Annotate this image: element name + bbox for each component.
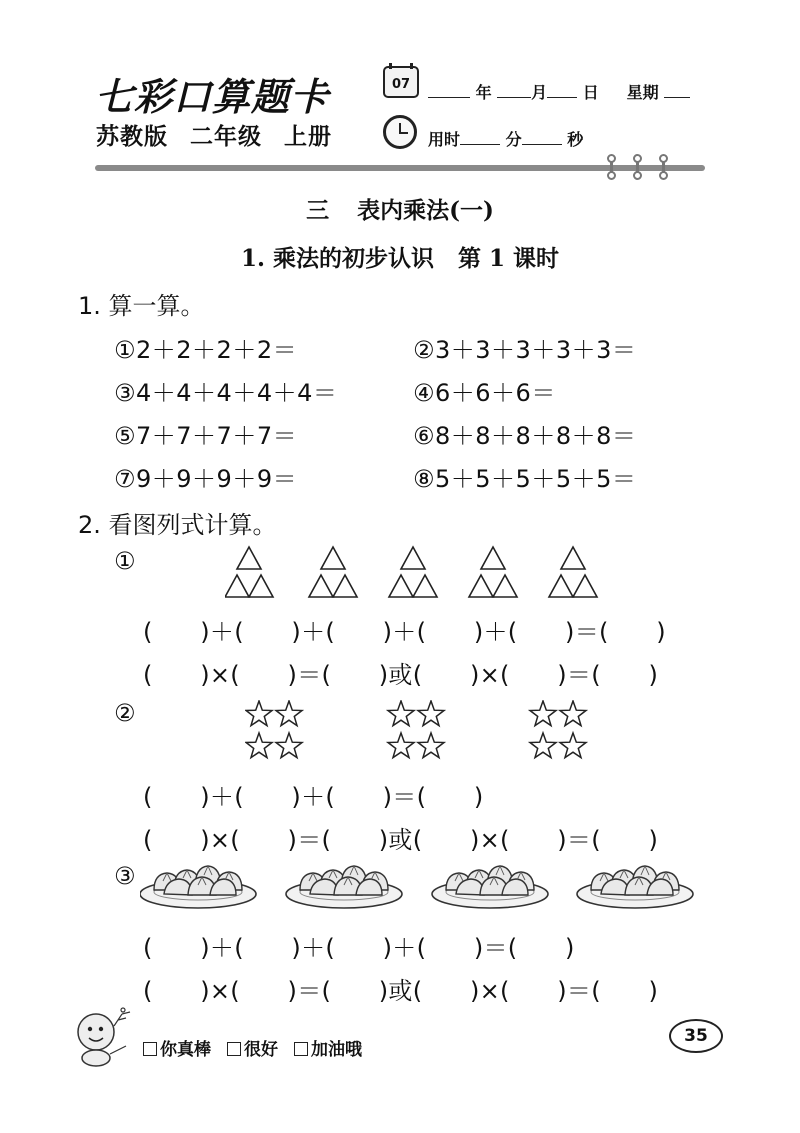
year-label: 年 <box>475 83 492 102</box>
item-marker: ③ <box>114 379 137 407</box>
date-fill-line <box>428 80 690 103</box>
multiplication-answer-line[interactable]: ( )×( )＝( )或( )×( )＝( ) <box>143 826 659 854</box>
volume: 上册 <box>284 124 332 150</box>
header-divider <box>95 165 705 171</box>
triangle-icon <box>389 575 413 597</box>
chapter-name: 表内乘法(一) <box>357 197 494 224</box>
exercise-item <box>114 330 297 365</box>
exercise-item <box>114 459 297 494</box>
grade: 二年级 <box>190 124 262 150</box>
star-icon <box>246 733 272 758</box>
star-icon <box>560 733 586 758</box>
star-icon <box>388 701 414 726</box>
exercise-expression: 5＋5＋5＋5＋5＝ <box>435 465 637 493</box>
publisher: 苏教版 <box>96 124 168 150</box>
item-marker: ④ <box>413 379 436 407</box>
star-group <box>246 701 302 758</box>
triangle-icon <box>249 575 273 597</box>
star-icon <box>246 701 272 726</box>
star-icon <box>560 701 586 726</box>
triangle-icon <box>225 575 249 597</box>
chapter-number: 三 <box>306 197 330 224</box>
star-icon <box>418 701 444 726</box>
page-number: 35 <box>669 1019 723 1053</box>
lesson-title <box>0 240 800 273</box>
checkbox-icon[interactable] <box>227 1042 241 1056</box>
item-marker: ⑤ <box>114 422 137 450</box>
addition-answer-line[interactable]: ( )＋( )＋( )＋( )＝( ) <box>143 934 575 962</box>
triangle-icon <box>321 547 345 569</box>
eval-label: 加油哦 <box>311 1040 362 1060</box>
dumpling-plate-icon <box>432 866 548 908</box>
exercise-expression: 8＋8＋8＋8＋8＝ <box>435 422 637 450</box>
triangle-group <box>389 547 437 597</box>
binder-pin-icon <box>610 156 613 178</box>
exercise-item <box>413 416 636 451</box>
day-label: 日 <box>582 83 599 102</box>
star-icon <box>530 733 556 758</box>
day-blank[interactable] <box>547 83 577 98</box>
triangle-icon <box>469 575 493 597</box>
exercise-expression: 6＋6＋6＝ <box>435 379 556 407</box>
star-groups-picture <box>245 700 595 762</box>
star-group <box>530 701 586 758</box>
triangle-icon <box>333 575 357 597</box>
binder-pin-icon <box>662 156 665 178</box>
checkbox-icon[interactable] <box>143 1042 157 1056</box>
month-label: 月 <box>531 83 548 102</box>
seconds-label: 秒 <box>567 130 584 149</box>
item-marker: ⑦ <box>114 465 137 493</box>
item-marker: ⑧ <box>413 465 436 493</box>
multiplication-answer-line[interactable]: ( )×( )＝( )或( )×( )＝( ) <box>143 977 659 1005</box>
brand-title: 七彩口算题卡 <box>95 74 330 119</box>
triangle-icon <box>309 575 333 597</box>
exercise-item <box>114 416 297 451</box>
triangle-group <box>469 547 517 597</box>
star-icon <box>276 701 302 726</box>
eval-option-great[interactable] <box>143 1040 211 1060</box>
eval-label: 很好 <box>244 1040 278 1060</box>
exercise-item <box>413 330 636 365</box>
checkbox-icon[interactable] <box>294 1042 308 1056</box>
triangle-icon <box>401 547 425 569</box>
self-evaluation <box>143 1035 378 1060</box>
eval-label: 你真棒 <box>160 1040 211 1060</box>
time-fill-line <box>428 127 583 150</box>
calendar-day: 07 <box>391 77 411 92</box>
eval-option-good[interactable] <box>227 1040 278 1060</box>
triangle-icon <box>549 575 573 597</box>
triangle-groups-picture <box>225 545 615 601</box>
year-blank[interactable] <box>428 83 470 98</box>
dumpling-plate-icon <box>140 866 256 908</box>
addition-answer-line[interactable]: ( )＋( )＋( )＝( ) <box>143 783 484 811</box>
lesson-name: 1. 乘法的初步认识 <box>240 245 434 272</box>
triangle-icon <box>481 547 505 569</box>
question-1-heading: 1. 算一算。 <box>78 292 205 320</box>
part-marker: ③ <box>114 862 136 890</box>
triangle-icon <box>413 575 437 597</box>
exercise-expression: 4＋4＋4＋4＋4＝ <box>136 379 338 407</box>
cartoon-mascot-icon <box>70 1006 134 1068</box>
minutes-label: 分 <box>505 130 522 149</box>
binder-pin-icon <box>636 156 639 178</box>
star-icon <box>388 733 414 758</box>
exercise-expression: 9＋9＋9＋9＝ <box>136 465 298 493</box>
item-marker: ② <box>413 336 436 364</box>
exercise-expression: 3＋3＋3＋3＋3＝ <box>435 336 637 364</box>
weekday-blank[interactable] <box>664 83 690 98</box>
triangle-group <box>309 547 357 597</box>
dumpling-plate-icon <box>577 866 693 908</box>
part-marker: ② <box>114 699 136 727</box>
exercise-expression: 7＋7＋7＋7＝ <box>136 422 298 450</box>
item-marker: ① <box>114 336 137 364</box>
lesson-period: 第 1 课时 <box>458 245 560 272</box>
chapter-title <box>0 192 800 225</box>
triangle-icon <box>493 575 517 597</box>
minutes-blank[interactable] <box>460 130 500 145</box>
clock-icon <box>383 115 417 149</box>
seconds-blank[interactable] <box>522 130 562 145</box>
triangle-icon <box>573 575 597 597</box>
exercise-item <box>413 373 556 408</box>
weekday-label: 星期 <box>626 83 659 102</box>
dumpling-plate-icon <box>286 866 402 908</box>
calendar-icon <box>383 66 419 98</box>
part-marker: ① <box>114 547 136 575</box>
dumpling-plates-picture <box>140 858 708 914</box>
triangle-icon <box>237 547 261 569</box>
star-group <box>388 701 444 758</box>
triangle-icon <box>561 547 585 569</box>
exercise-item <box>413 459 636 494</box>
question-2-heading: 2. 看图列式计算。 <box>78 511 277 539</box>
star-icon <box>418 733 444 758</box>
eval-option-keep-trying[interactable] <box>294 1040 362 1060</box>
triangle-group <box>549 547 597 597</box>
addition-answer-line[interactable]: ( )＋( )＋( )＋( )＋( )＝( ) <box>143 618 666 646</box>
month-blank[interactable] <box>497 83 531 98</box>
exercise-expression: 2＋2＋2＋2＝ <box>136 336 298 364</box>
star-icon <box>276 733 302 758</box>
exercise-item <box>114 373 337 408</box>
item-marker: ⑥ <box>413 422 436 450</box>
star-icon <box>530 701 556 726</box>
triangle-group <box>225 547 273 597</box>
time-used-label: 用时 <box>428 130 461 149</box>
edition-info <box>96 118 354 151</box>
multiplication-answer-line[interactable]: ( )×( )＝( )或( )×( )＝( ) <box>143 661 659 689</box>
